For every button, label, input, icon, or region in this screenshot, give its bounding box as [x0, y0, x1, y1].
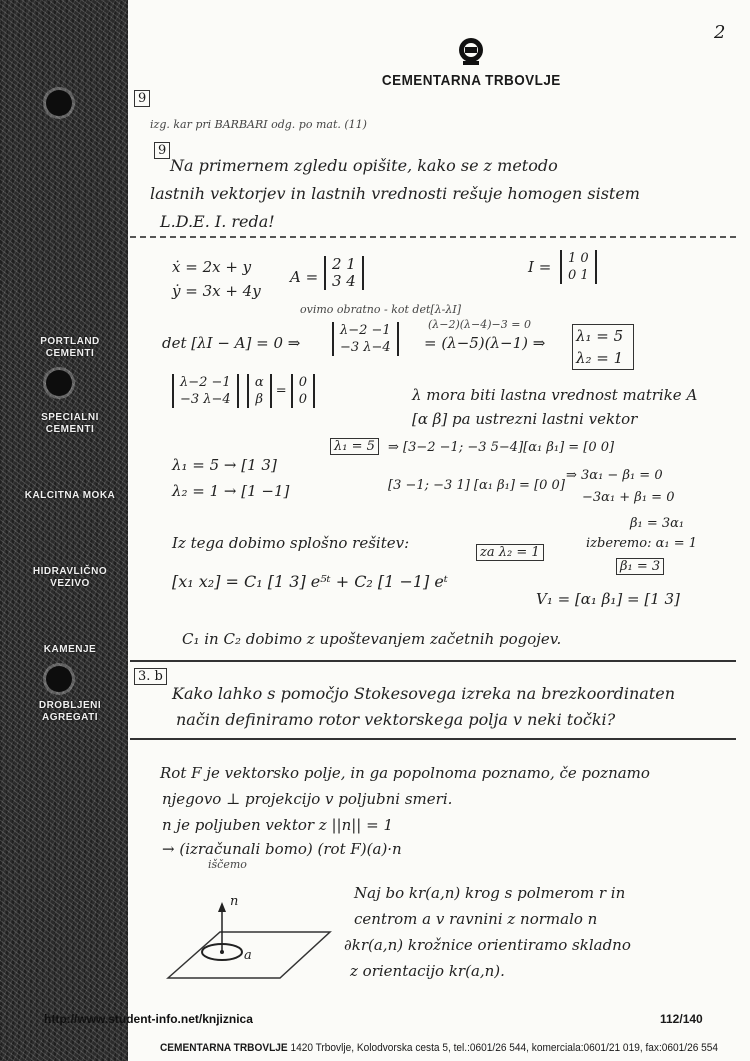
footer-address [160, 1042, 718, 1054]
punch-hole [46, 666, 72, 692]
footer-url[interactable]: http://www.student-info.net/knjiznica [44, 1012, 253, 1026]
margin-note: (λ−2)(λ−4)−3 = 0 [428, 318, 531, 331]
arrowhead-icon [218, 902, 226, 912]
letterhead [372, 36, 571, 89]
reduced-system: [3 −1; −3 1] [α₁ β₁] = [0 0] [388, 478, 565, 493]
divider [130, 738, 736, 740]
general-solution: [x₁ x₂] = C₁ [1 3] e⁵ᵗ + C₂ [1 −1] eᵗ [172, 572, 448, 591]
sidebar-label: DROBLJENI AGREGATI [38, 700, 102, 723]
question-text: Na primernem zgledu opišite, kako se z metodo [170, 156, 558, 175]
margin-note: ovimo obratno - kot det[λ-λI] [300, 303, 461, 316]
question-text: Kako lahko s pomočjo Stokesovega izreka na brezkoordinaten [172, 684, 676, 703]
lambda2-box: za λ₂ = 1 [476, 544, 544, 561]
linear-eq: ⇒ 3α₁ − β₁ = 0 [566, 468, 663, 483]
det-result: = (λ−5)(λ−1) ⇒ [424, 334, 546, 352]
choice: izberemo: α₁ = 1 [586, 536, 698, 551]
eigenvalues-box [572, 324, 634, 370]
v1-vector: V₁ = [α₁ β₁] = [1 3] [536, 590, 680, 608]
identity-matrix [560, 250, 597, 284]
sidebar-label: HIDRAVLIČNO VEZIVO [32, 566, 108, 589]
eigenvalue: λ₂ = 1 [576, 349, 624, 367]
divider [130, 236, 736, 238]
divider [130, 660, 736, 662]
sidebar-label: PORTLAND CEMENTI [40, 336, 100, 359]
question-text: L.D.E. I. reda! [160, 212, 275, 231]
page-counter: 112/140 [660, 1012, 703, 1026]
definition-line: Naj bo kr(a,n) krog s polmerom r in [354, 884, 626, 902]
matrix-row: 2 1 [332, 255, 356, 273]
question-text: lastnih vektorjev in lastnih vrednosti rešuje homogen sistem [150, 184, 640, 203]
explanation: [α β] pa ustrezni lastni vektor [412, 410, 638, 428]
sidebar-label: SPECIALNI CEMENTI [41, 412, 99, 435]
matrix-row: −3 λ−4 [180, 392, 231, 407]
center-label: a [244, 948, 252, 963]
matrix-row: α [254, 375, 264, 390]
eigenvector: λ₂ = 1 → [1 −1] [172, 482, 290, 500]
choice: β₁ = 3α₁ [630, 516, 685, 531]
system-eq: ẋ = 2x + y [172, 258, 252, 276]
matrix-row: 1 0 [568, 251, 589, 266]
matrix-label: A = [290, 268, 319, 286]
beta-box: β₁ = 3 [616, 558, 664, 575]
brand-title: CEMENTARNA TRBOVLJE [381, 72, 561, 89]
answer-line: n je poljuben vektor z ||n|| = 1 [162, 816, 394, 834]
eigenvector: λ₁ = 5 → [1 3] [172, 456, 277, 474]
question-number: 9 [154, 142, 170, 159]
definition-line: z orientacijo kr(a,n). [350, 962, 505, 980]
matrix-label: I = [528, 258, 552, 276]
question-number: 9 [134, 90, 150, 107]
matrix-row: 0 1 [568, 268, 589, 283]
linear-eq: −3α₁ + β₁ = 0 [582, 490, 675, 505]
answer-line: Rot F je vektorsko polje, in ga popolnoma poznamo, če poznamo [160, 764, 650, 782]
system-eq: ẏ = 3x + 4y [172, 282, 261, 300]
center-point [220, 950, 224, 954]
matrix-A [324, 256, 364, 290]
matrix-row: 0 [298, 392, 308, 407]
matrix-row: λ−2 −1 [340, 323, 391, 338]
answer-line: njegovo ⊥ projekcijo v poljubni smeri. [162, 790, 453, 808]
explanation: λ mora biti lastna vrednost matrike A [412, 386, 698, 404]
stokes-diagram [160, 890, 340, 1000]
footer-brand: CEMENTARNA TRBOVLJE [160, 1042, 288, 1054]
definition-line: ∂kr(a,n) krožnice orientiramo skladno [344, 936, 631, 954]
sidebar-label: KAMENJE [43, 644, 97, 655]
det-matrix [332, 322, 399, 356]
substitution: ⇒ [3−2 −1; −3 5−4][α₁ β₁] = [0 0] [388, 440, 615, 455]
footer-text: 1420 Trbovlje, Kolodvorska cesta 5, tel.:0601/26 544, komerciala:0601/21 019, fax:0601/26 554 [290, 1042, 719, 1054]
eigenvector-matrix: λ−2 −1 −3 λ−4 α β = 0 0 [172, 374, 315, 408]
answer-line: → (izračunali bomo) (rot F)(a)·n [162, 840, 402, 858]
left-border-band [0, 0, 128, 1061]
margin-note: izg. kar pri BARBARI odg. po mat. (11) [150, 118, 367, 131]
lambda-box: λ₁ = 5 [330, 438, 379, 455]
question-number: 3. b [134, 668, 167, 685]
punch-hole [46, 90, 72, 116]
general-title: Iz tega dobimo splošno rešitev: [172, 534, 410, 552]
eigenvalue: λ₁ = 5 [576, 327, 624, 345]
punch-hole [46, 370, 72, 396]
matrix-row: −3 λ−4 [340, 340, 391, 355]
answer-note: iščemo [208, 858, 247, 871]
constants-note: C₁ in C₂ dobimo z upoštevanjem začetnih pogojev. [182, 630, 562, 648]
question-text: način definiramo rotor vektorskega polja v neki točki? [176, 710, 616, 729]
matrix-row: β [255, 392, 263, 407]
company-logo-icon [456, 36, 486, 66]
sidebar-label: KALCITNA MOKA [24, 490, 116, 501]
matrix-row: 3 4 [332, 272, 356, 290]
matrix-row: λ−2 −1 [180, 375, 231, 390]
normal-label: n [230, 894, 239, 909]
page-number: 2 [714, 22, 726, 43]
det-equation: det [λI − A] = 0 ⇒ [162, 334, 301, 352]
definition-line: centrom a v ravnini z normalo n [354, 910, 598, 928]
matrix-row: 0 [298, 375, 308, 390]
